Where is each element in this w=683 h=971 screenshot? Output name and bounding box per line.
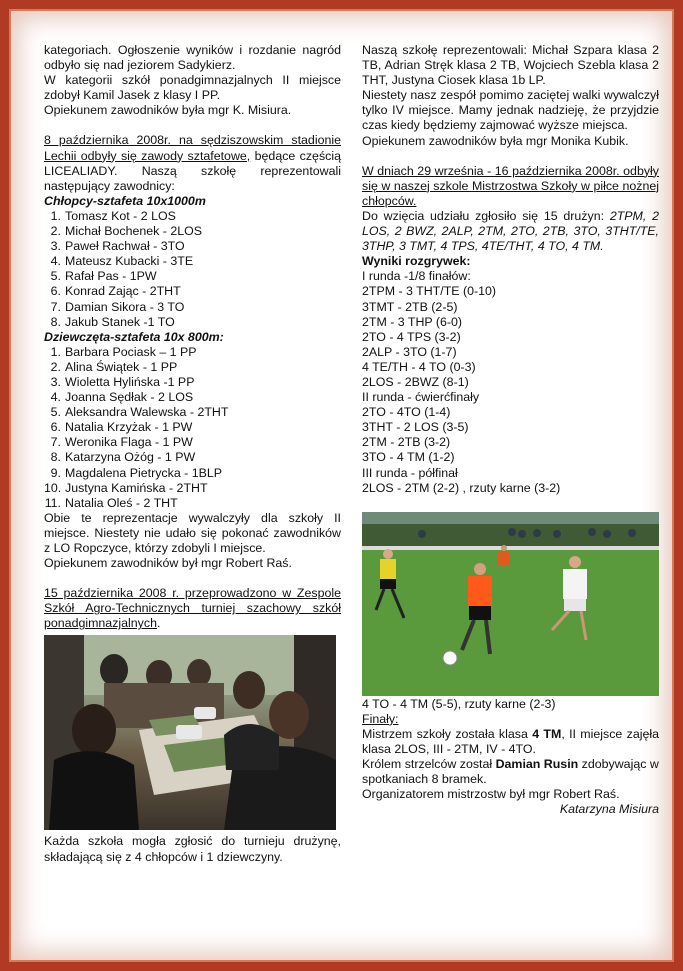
list-item: 3. Paweł Rachwał - 3TO (50, 239, 185, 254)
chess-coach: Opiekunem zawodników była mgr Monika Kubik. (362, 133, 629, 148)
results-title: Wyniki rozgrywek: (362, 254, 471, 269)
list-item: 2LOS - 2TM (2-2) , rzuty karne (3-2) (362, 480, 561, 495)
teams-intro: Do wzięcia udziału zgłosiło się 15 drużyn: (362, 208, 610, 223)
list-item: 7. Damian Sikora - 3 TO (50, 299, 185, 314)
list-item: 2. Alina Świątek - 1 PP (50, 359, 178, 374)
chess-photo (44, 635, 336, 830)
top-scorer: Damian Rusin (495, 757, 579, 772)
list-item: 3TO - 4 TM (1-2) (362, 450, 455, 465)
list-item: 4 TE/TH - 4 TO (0-3) (362, 359, 476, 374)
relay-result: Obie te reprezentacje wywalczyły dla szkoły II miejsce. Niestety nie udało się pokonać zawodników z LO Ropczyce, którzy zdobyli I miejsce. (44, 510, 341, 555)
final-title: Finały: (362, 711, 399, 726)
list-item: 10. Justyna Kamińska - 2THT (44, 480, 208, 495)
list-item: 11. Natalia Oleś - 2 THT (44, 495, 178, 510)
football-photo (362, 512, 659, 696)
chess-tournament-image (44, 635, 336, 830)
relay-heading-rest: będące częścią LICEALIADY. Naszą szkołę reprezentowali następujący zawodnicy: (44, 148, 341, 193)
list-item: III runda - półfinał (362, 465, 458, 480)
list-item: 3THT - 2 LOS (3-5) (362, 420, 469, 435)
chess-result: Niestety nasz zespół pomimo zaciętej walki wywalczył tylko IV miejsce. Mamy jednak nadzieję, że przyjdzie czas kiedy będziemy zajmować wyższe miejsca. (362, 88, 659, 133)
intro-paragraph: W kategorii szkół ponadgimnazjalnych II miejsce zdobył Kamil Jasek z klasy I PP. (44, 73, 341, 103)
champion-class: 4 TM (532, 726, 562, 741)
match-list (362, 269, 659, 495)
list-item: 2TM - 3 THP (6-0) (362, 314, 463, 329)
list-item: 2TPM - 3 THT/TE (0-10) (362, 284, 497, 299)
boys-relay-title: Chłopcy-sztafeta 10x1000m (44, 193, 206, 208)
list-item: 7. Weronika Flaga - 1 PW (50, 435, 193, 450)
teams-list: 2TPM, 2 LOS, 2 BWZ, 2ALP, 2TM, 2TO, 2TB, 3TO, 3THT/TE, 3THP, 3 TMT, 4 TPS, 4TE/THT, 4 TO, 4 TM. (362, 208, 659, 254)
left-column: kategoriach. Ogłoszenie wyników i rozdanie nagród odbyło się nad jeziorem Sadykierz. W kategorii szkół ponadgimnazjalnych II miejsce zdobył Kamil Jasek z klasy I PP. Opiekunem zawodników była mgr K. Misiura. 8 października 2008r. na sędziszowskim stadionie Lechii odbyły się zawody sztafetowe, będące częścią LICEALIADY. Naszą szkołę reprezentowali następujący zawodnicy: Chłopcy-sztafeta 10x1000m 1. Tomasz Kot - 2 LOS 2. Michał Bochenek - 2LOS 3. Paweł Rachwał - 3TO 4. Mateusz Kubacki - 3TE 5. Rafał Pas - 1PW 6. Konrad Zając - 2THT 7. Damian Sikora - 3 TO 8. Jakub Stanek -1 TO Dziewczęta-sztafeta 10x 800m: 1. Barbara Pociask – 1 PP 2. Alina Świątek - 1 PP 3. Wioletta Hylińska -1 PP 4. Joanna Sędłak - 2 LOS 5. Aleksandra Walewska - 2THT 6. Natalia Krzyżak - 1 PW 7. Weronika Flaga - 1 PW 8. Katarzyna Ożóg - 1 PW 9. Magdalena Pietrycka - 1BLP 10. Justyna Kamińska - 2THT 11. Natalia Oleś - 2 THT Obie te reprezentacje wywalczyły dla szkoły II miejsce. Niestety nie udało się pokonać zawodników z LO Ropczyce, którzy zdobyli I miejsce. Opiekunem zawodników był mgr Robert Raś. 15 października 2008 r. przeprowadzono w Zespole Szkół Agro-Technicznych turniej szachowy szkół ponadgimnazjalnych. Każda szkoła mogła zgłosić do turnieju drużynę, składającą się z 4 chłopców i 1 dziewczyny. (44, 43, 341, 864)
intro-paragraph: Opiekunem zawodników była mgr K. Misiura. (44, 103, 292, 118)
list-item: 5. Rafał Pas - 1PW (50, 269, 157, 284)
list-item: 8. Jakub Stanek -1 TO (50, 314, 175, 329)
list-item: II runda - ćwierćfinały (362, 390, 480, 405)
list-item: 2TO - 4TO (1-4) (362, 405, 451, 420)
girls-list (44, 345, 341, 511)
chess-team: Naszą szkołę reprezentowali: Michał Szpara klasa 2 TB, Adrian Stręk klasa 2 TB, Wojciech Szebla klasa 2 THT, Justyna Ciosek klasa 1b LP. (362, 43, 659, 88)
list-item: 5. Aleksandra Walewska - 2THT (50, 405, 229, 420)
chess-note: Każda szkoła mogła zgłosić do turnieju drużynę, składającą się z 4 chłopców i 1 dziewczyny. (44, 834, 341, 864)
chess-heading: 15 października 2008 r. przeprowadzono w Zespole Szkół Agro-Technicznych turniej szachowy szkół ponadgimnazjalnych (44, 586, 341, 631)
list-item: 6. Konrad Zając - 2THT (50, 284, 181, 299)
football-heading: W dniach 29 września - 16 października 2008r. odbyły się w naszej szkole Mistrzostwa Szkoły w piłce nożnej chłopców. (362, 163, 659, 208)
list-item: 2TO - 4 TPS (3-2) (362, 329, 461, 344)
relay-heading: 8 października 2008r. na sędziszowskim stadionie Lechii odbyły się zawody sztafetowe, (44, 133, 341, 163)
list-item: 2LOS - 2BWZ (8-1) (362, 374, 469, 389)
final-match: 4 TO - 4 TM (5-5), rzuty karne (2-3) (362, 696, 556, 711)
organizer: Organizatorem mistrzostw był mgr Robert Raś. (362, 787, 620, 802)
list-item: 3. Wioletta Hylińska -1 PP (50, 374, 195, 389)
list-item: I runda -1/8 finałów: (362, 269, 471, 284)
list-item: 1. Barbara Pociask – 1 PP (50, 344, 197, 359)
football-match-image (362, 512, 659, 696)
list-item: 2. Michał Bochenek - 2LOS (50, 224, 203, 239)
list-item: 2TM - 2TB (3-2) (362, 435, 451, 450)
intro-paragraph: kategoriach. Ogłoszenie wyników i rozdanie nagród odbyło się nad jeziorem Sadykierz. (44, 43, 341, 73)
boys-list (44, 209, 341, 330)
right-column: Naszą szkołę reprezentowali: Michał Szpara klasa 2 TB, Adrian Stręk klasa 2 TB, Wojciech Szebla klasa 2 THT, Justyna Ciosek klasa 1b LP. Niestety nasz zespół pomimo zaciętej walki wywalczył tylko IV miejsce. Mamy jednak nadzieję, że przyjdzie czas kiedy będziemy zajmować wyższe miejsca. Opiekunem zawodników była mgr Monika Kubik. W dniach 29 września - 16 października 2008r. odbyły się w naszej szkole Mistrzostwa Szkoły w piłce nożnej chłopców. Do wzięcia udziału zgłosiło się 15 drużyn: 2TPM, 2 LOS, 2 BWZ, 2ALP, 2TM, 2TO, 2TB, 3TO, 3THT/TE, 3THP, 3 TMT, 4 TPS, 4TE/THT, 4 TO, 4 TM. Wyniki rozgrywek: I runda -1/8 finałów: 2TPM - 3 THT/TE (0-10) 3TMT - 2TB (2-5) 2TM - 3 THP (6-0) 2TO - 4 TPS (3-2) 2ALP - 3TO (1-7) 4 TE/TH - 4 TO (0-3) 2LOS - 2BWZ (8-1) II runda - ćwierćfinały 2TO - 4TO (1-4) 3THT - 2 LOS (3-5) 2TM - 2TB (3-2) 3TO - 4 TM (1-2) III runda - półfinał 2LOS - 2TM (2-2) , rzuty karne (3-2) 4 TO - 4 TM (5-5), rzuty karne (2-3) Finały: Mistrzem szkoły została klasa 4 TM, II miejsce zajęła klasa 2LOS, III - 2TM, IV - 4TO. Królem strzelców został Damian Rusin zdobywając w spotkaniach 8 bramek. Organizatorem mistrzostw był mgr Robert Raś. Katarzyna Misiura (362, 43, 660, 817)
list-item: 3TMT - 2TB (2-5) (362, 299, 458, 314)
list-item: 8. Katarzyna Ożóg - 1 PW (50, 450, 196, 465)
list-item: 6. Natalia Krzyżak - 1 PW (50, 420, 193, 435)
list-item: 4. Joanna Sędłak - 2 LOS (50, 390, 194, 405)
list-item: 1. Tomasz Kot - 2 LOS (50, 208, 176, 223)
girls-relay-title: Dziewczęta-sztafeta 10x 800m: (44, 329, 224, 344)
relay-coach: Opiekunem zawodników był mgr Robert Raś. (44, 556, 292, 571)
author-signature: Katarzyna Misiura (559, 802, 659, 817)
list-item: 2ALP - 3TO (1-7) (362, 344, 457, 359)
list-item: 9. Magdalena Pietrycka - 1BLP (50, 465, 223, 480)
list-item: 4. Mateusz Kubacki - 3TE (50, 254, 194, 269)
